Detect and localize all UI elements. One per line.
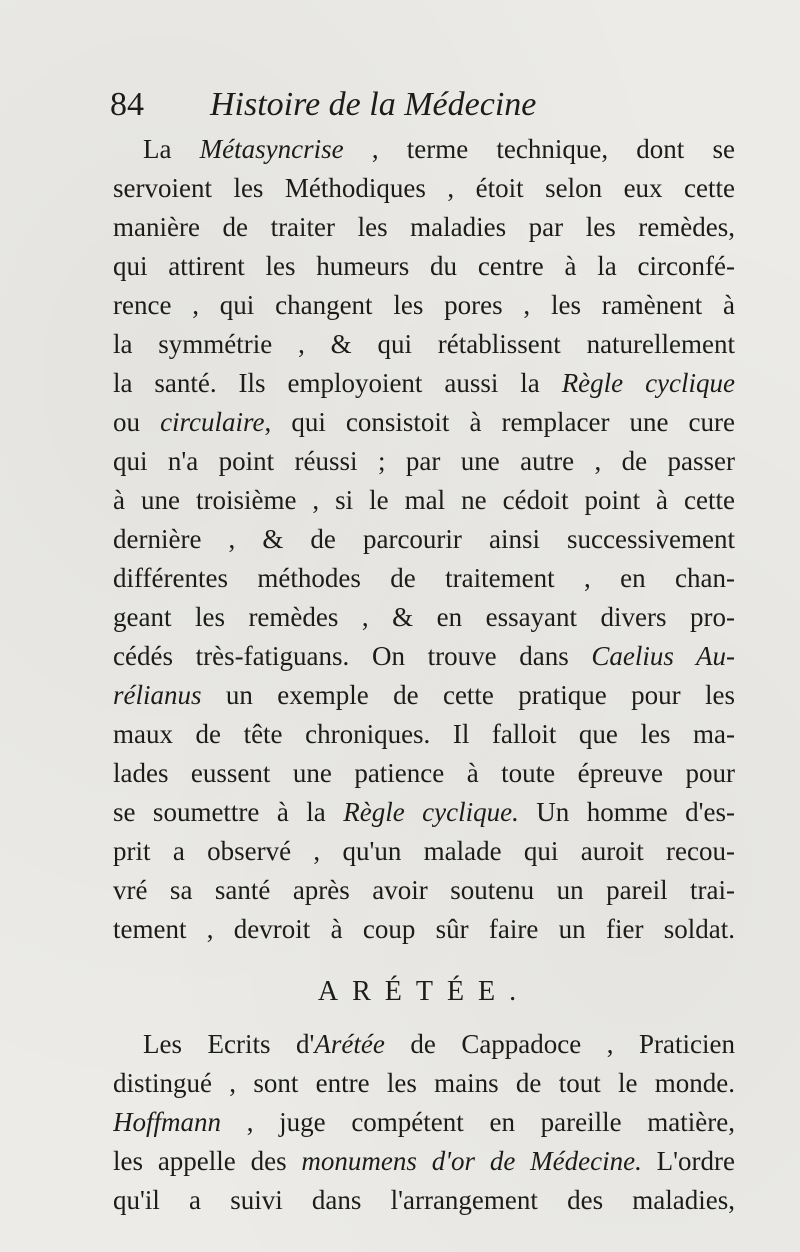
text-line (113, 676, 735, 715)
text-line (113, 1142, 735, 1181)
text-run: ou (113, 407, 161, 437)
text-line (113, 793, 735, 832)
text-line (113, 286, 735, 325)
text-line (113, 364, 735, 403)
text-run: , qui consistoit à remplacer une cure (264, 407, 735, 437)
text-line (113, 130, 735, 169)
text-line (113, 598, 735, 637)
text-run: servoient les Méthodiques , étoit selon eux cette (113, 173, 735, 203)
italic-run: Métasyncrise (199, 134, 344, 164)
text-run: , juge compétent en pareille matière, (221, 1107, 735, 1137)
text-run: un exemple de cette pratique pour les (201, 680, 735, 710)
text-line (113, 1103, 735, 1142)
text-line (113, 637, 735, 676)
text-run: manière de traiter les maladies par les remèdes, (113, 212, 735, 242)
text-line (113, 520, 735, 559)
text-line (113, 559, 735, 598)
text-run: prit a observé , qu'un malade qui auroit recou- (113, 836, 735, 866)
text-line (113, 325, 735, 364)
italic-run: monumens d'or de Médecine. (301, 1146, 642, 1176)
section-title: ARÉTÉE. (317, 976, 531, 1007)
italic-run: Caelius Au- (591, 641, 735, 671)
text-run: rence , qui changent les pores , les ramènent à (113, 290, 735, 320)
text-run: de Cappadoce , Praticien (384, 1029, 735, 1059)
text-run: différentes méthodes de traitement , en chan- (113, 563, 735, 593)
text-run: , terme technique, dont se (343, 134, 735, 164)
text-line (113, 715, 735, 754)
text-run: à une troisième , si le mal ne cédoit point à cette (113, 485, 735, 515)
text-run: la santé. Ils employoient aussi la (113, 368, 562, 398)
text-run: vré sa santé après avoir soutenu un pareil trai- (113, 875, 735, 905)
text-run: les appelle des (113, 1146, 302, 1176)
text-line (113, 754, 735, 793)
italic-run: Règle cyclique. (343, 797, 519, 827)
text-run: Un homme d'es- (518, 797, 735, 827)
text-line (113, 403, 735, 442)
paragraph-metasyncrise (113, 130, 735, 949)
text-run: maux de tête chroniques. Il falloit que les ma- (113, 719, 735, 749)
italic-run: Arétée (314, 1029, 385, 1059)
italic-run: circulaire (160, 407, 265, 437)
text-run: L'ordre (641, 1146, 735, 1176)
running-title: Histoire de la Médecine (210, 86, 537, 123)
text-block (113, 130, 735, 1220)
text-run: dernière , & de parcourir ainsi successivement (113, 524, 735, 554)
text-run: La (143, 134, 200, 164)
text-line (113, 1025, 735, 1064)
text-run: geant les remèdes , & en essayant divers pro- (113, 602, 735, 632)
text-run: qui attirent les humeurs du centre à la circonfé- (113, 251, 735, 281)
text-run: qu'il a suivi dans l'arrangement des maladies, (113, 1185, 735, 1215)
italic-run: Hoffmann (113, 1107, 221, 1137)
text-run: distingué , sont entre les mains de tout le monde. (113, 1068, 735, 1098)
italic-run: Règle cyclique (561, 368, 735, 398)
text-run: cédés très-fatiguans. On trouve dans (113, 641, 592, 671)
text-line (113, 442, 735, 481)
text-line (113, 1064, 735, 1103)
italic-run: rélianus (113, 680, 202, 710)
text-line (113, 871, 735, 910)
text-run: tement , devroit à coup sûr faire un fier soldat. (113, 914, 735, 944)
text-run: qui n'a point réussi ; par une autre , de passer (113, 446, 735, 476)
text-run: la symmétrie , & qui rétablissent naturellement (113, 329, 735, 359)
running-header (110, 82, 730, 128)
text-line (113, 481, 735, 520)
text-run: Les Ecrits d' (143, 1029, 315, 1059)
page-number: 84 (110, 86, 144, 123)
text-line (113, 910, 735, 949)
text-line (113, 208, 735, 247)
text-line (113, 169, 735, 208)
paragraph-aretee (113, 1025, 735, 1220)
text-line (113, 832, 735, 871)
text-line (113, 1181, 735, 1220)
text-run: lades eussent une patience à toute épreuve pour (113, 758, 735, 788)
text-run: se soumettre à la (113, 797, 344, 827)
text-line (113, 247, 735, 286)
